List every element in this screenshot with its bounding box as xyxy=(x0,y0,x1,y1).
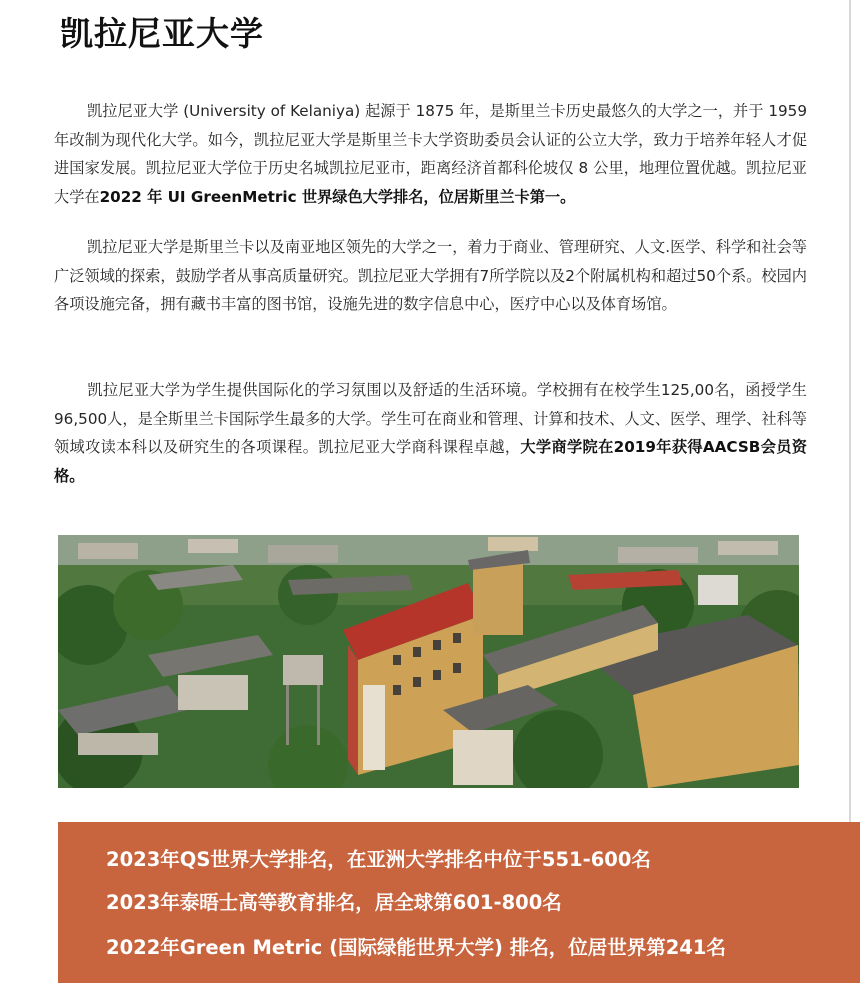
intro-paragraph xyxy=(54,97,807,211)
intro-paragraph-text: 凯拉尼亚大学 (University of Kelaniya) 起源于 1875 年，是斯里兰卡历史最悠久的大学之一，并于 1959 年改制为现代化大学。如今，凯拉尼亚大学是斯里兰卡大学资助委员会认证的公立大学，致力于培养年轻人才促进国家发展。凯拉尼亚大学位于历史名城凯拉尼亚市，距离经济首都科伦坡仅 8 公里，地理位置优越。凯拉尼亚大学在 xyxy=(54,102,807,206)
overview-paragraph-text: 凯拉尼亚大学是斯里兰卡以及南亚地区领先的大学之一，着力于商业、管理研究、人文.医学、科学和社会等广泛领域的探索，鼓励学者从事高质量研究。凯拉尼亚大学拥有7所学院以及2个附属机构和超过50个系。校园内各项设施完备，拥有藏书丰富的图书馆，设施先进的数字信息中心，医疗中心以及体育场馆。 xyxy=(54,238,807,313)
students-paragraph-text: 凯拉尼亚大学为学生提供国际化的学习氛围以及舒适的生活环境。学校拥有在校学生125,00名，函授学生96,500人，是全斯里兰卡国际学生最多的大学。学生可在商业和管理、计算和技术、人文、医学、理学、社科等领域攻读本科以及研究生的各项课程。凯拉尼亚大学商科课程卓越， xyxy=(54,381,807,456)
intro-paragraph-highlight: 2022 年 UI GreenMetric 世界绿色大学排名，位居斯里兰卡第一。 xyxy=(99,187,576,206)
students-paragraph-highlight: 大学商学院在2019年获得AACSB会员资格。 xyxy=(54,438,807,485)
ranking-item-qs: 2023年QS世界大学排名，在亚洲大学排名中位于551-600名 xyxy=(106,848,651,871)
campus-aerial-photo xyxy=(58,535,799,788)
students-paragraph xyxy=(54,376,807,490)
campus-aerial-illustration xyxy=(58,535,799,788)
ranking-item-greenmetric: 2022年Green Metric (国际绿能世界大学) 排名，位居世界第241名 xyxy=(106,936,726,959)
ranking-item-the: 2023年泰晤士高等教育排名，居全球第601-800名 xyxy=(106,891,562,914)
rankings-panel xyxy=(58,822,860,983)
page-title: 凯拉尼亚大学 xyxy=(60,14,264,53)
overview-paragraph xyxy=(54,233,807,319)
